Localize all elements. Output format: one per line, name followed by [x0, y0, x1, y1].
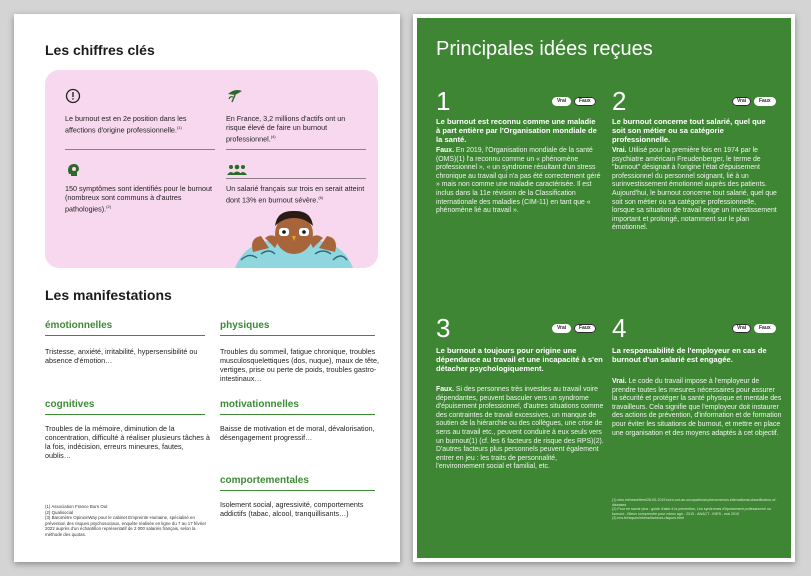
category-emotionnelles: émotionnelles [45, 320, 113, 331]
divider [220, 335, 375, 336]
stressed-person-illustration [235, 208, 353, 268]
category-comportementales-text: Isolement social, agressivité, comportements addictifs (tabac, alcool, tranquillisants…) [220, 500, 364, 518]
idea-body: Vrai. Utilisé pour la première fois en 1974 par le psychiatre américain Freudenberger, le terme de "burnout" désignait à l'origine l'état d'épuisement professionnel du personnel soignant, lié à un surinvestissement émotionnel auprès des patients. Aujourd'hui, le burnout concerne tout salarié, quel que soit son métier ou sa catégorie professionnelle, lorsque sa situation de travail exige un investissement important et prolongé, notamment sur le plan émotionnel. [612, 147, 777, 232]
idea-heading: Le burnout concerne tout salarié, quel que soit son métier ou sa catégorie professionnelle. [612, 117, 766, 144]
page-title: Principales idées reçues [436, 38, 653, 60]
category-comportementales: comportementales [220, 475, 309, 486]
exclamation-circle-icon [65, 88, 81, 104]
footnotes [612, 498, 777, 521]
idea-heading: Le burnout est reconnu comme une maladie à part entière par l'Organisation mondiale de la santé. [436, 117, 597, 144]
key-figures-title: Les chiffres clés [45, 42, 155, 58]
idea-body: Faux. En 2019, l'Organisation mondiale de la santé (OMS)(1) l'a reconnu comme un « phénomène professionnel », « un syndrome résultant d'un stress chronique au travail qui n'a pas été correctement géré » mais non comme une maladie caractérisée. Il est inclus dans la 11e révision de la Classification internationale des maladies (CIM-11) en tant que « phénomène lié au travail ». [436, 147, 601, 215]
idea-number: 1 [436, 86, 451, 116]
category-cognitives-text: Troubles de la mémoire, diminution de la concentration, difficulté à réaliser plusieurs tâches à la fois, indécision, erreurs mineures, fautes, oublis… [45, 424, 210, 460]
false-badge-selected: Faux [574, 97, 596, 106]
stat-1: Le burnout est en 2e position dans les affections d'origine professionnelle.$^{(1)}$ [65, 114, 187, 135]
people-group-icon [226, 164, 248, 176]
footnote: (2) Qualisocial [45, 509, 74, 515]
footnote: (3) Baromètre OpinionWay pour le cabinet Empreinte Humaine, spécialisé en prévention des risques psychosociaux, enquête réalisée en ligne du 7 au 17 février 2022 auprès d'un échantillon représentatif de 2 000 salariés français, selon la méthode des quotas. [45, 515, 207, 537]
category-physiques-text: Troubles du sommeil, fatigue chronique, troubles musculosquelettiques (dos, nuque), maux de tête, vertiges, prise ou perte de poids, troubles gastro-intestinaux… [220, 347, 380, 383]
category-physiques: physiques [220, 320, 270, 331]
idea-number: 3 [436, 313, 451, 343]
divider [65, 149, 215, 150]
false-badge-selected: Faux [574, 324, 596, 333]
footnotes [45, 504, 210, 537]
footnote: (2) Pour en savoir plus : guide d'aide à la prévention, Les syndromes d'épuisement professionnel ou burnout - Mieux comprendre pour mieux agir - 2015 - ANACT - INRS - mai 2015 [612, 507, 771, 516]
true-badge: Vrai [552, 324, 571, 333]
idea-heading: La responsabilité de l'employeur en cas de burnout d'un salarié est engagée. [612, 346, 767, 364]
true-badge-selected: Vrai [732, 97, 751, 106]
idea-number: 4 [612, 313, 627, 343]
brain-head-icon [65, 162, 81, 178]
false-badge: Faux [754, 324, 776, 333]
stat-3: 150 symptômes sont identifiés pour le burnout (nombreux sont communs à d'autres pathologies).$^{(2)}$ [65, 184, 213, 214]
left-page [14, 14, 400, 562]
idea-body: Vrai. Le code du travail impose à l'employeur de prendre toutes les mesures nécessaires pour assurer la sécurité et protéger la santé physique et mentale des travailleurs. Cela signifie que l'employeur doit instaurer des actions de prévention, d'information et de formation pour éviter les situations de burnout, et mettre en place une organisation et des moyens adaptés à cet objectif. [612, 378, 782, 437]
right-page [413, 14, 795, 562]
leaf-icon [226, 88, 244, 104]
footnote: (1) Association France Burn Out [45, 504, 108, 509]
stat-4: Un salarié français sur trois en serait atteint dont 13% en burnout sévère.$^{(6)}$ [226, 184, 365, 205]
divider [45, 414, 205, 415]
idea-body: Faux. Si des personnes très investies au travail voire dépendantes, peuvent basculer vers un syndrome d'épuisement professionnel, d'autres situations comme des contraintes de travail excessives, un manque de soutien de la hiérarchie ou des collègues, une crise de sens au travail etc., peuvent conduire à eux seuls vers un burnout(1) (cf. les 6 facteurs de risque des RPS)(2). D'autres facteurs plus personnels peuvent également entrer en jeu : les traits de personnalité, l'environnement social et familial, etc. [436, 386, 604, 471]
divider [220, 490, 375, 491]
manifestations-title: Les manifestations [45, 287, 172, 303]
category-emotionnelles-text: Tristesse, anxiété, irritabilité, hypersensibilité ou absence d'émotion… [45, 347, 198, 365]
idea-heading: Le burnout a toujours pour origine une dépendance au travail et une incapacité à s'en détacher psychologiquement. [436, 346, 603, 373]
true-badge: Vrai [552, 97, 571, 106]
idea-number: 2 [612, 86, 627, 116]
category-motivationnelles-text: Baisse de motivation et de moral, dévalorisation, désengagement progressif… [220, 424, 375, 442]
divider [226, 178, 366, 179]
true-badge-selected: Vrai [732, 324, 751, 333]
divider [45, 335, 205, 336]
divider [226, 149, 366, 150]
key-figures-panel [45, 70, 378, 268]
footnote: (3) inrs.fr/risques/stress/facteurs-risques.html [612, 516, 684, 521]
category-cognitives: cognitives [45, 399, 95, 410]
green-panel [417, 18, 791, 558]
stat-2: En France, 3,2 millions d'actifs ont un risque élevé de faire un burnout professionnel.$^{(4)}$ [226, 114, 346, 144]
false-badge: Faux [754, 97, 776, 106]
footnote: (1) who.int/news/item/28-05-2019-burn-out-an-occupational-phenomenon-international-classification-of-diseases [612, 498, 777, 507]
category-motivationnelles: motivationnelles [220, 399, 299, 410]
divider [220, 414, 375, 415]
